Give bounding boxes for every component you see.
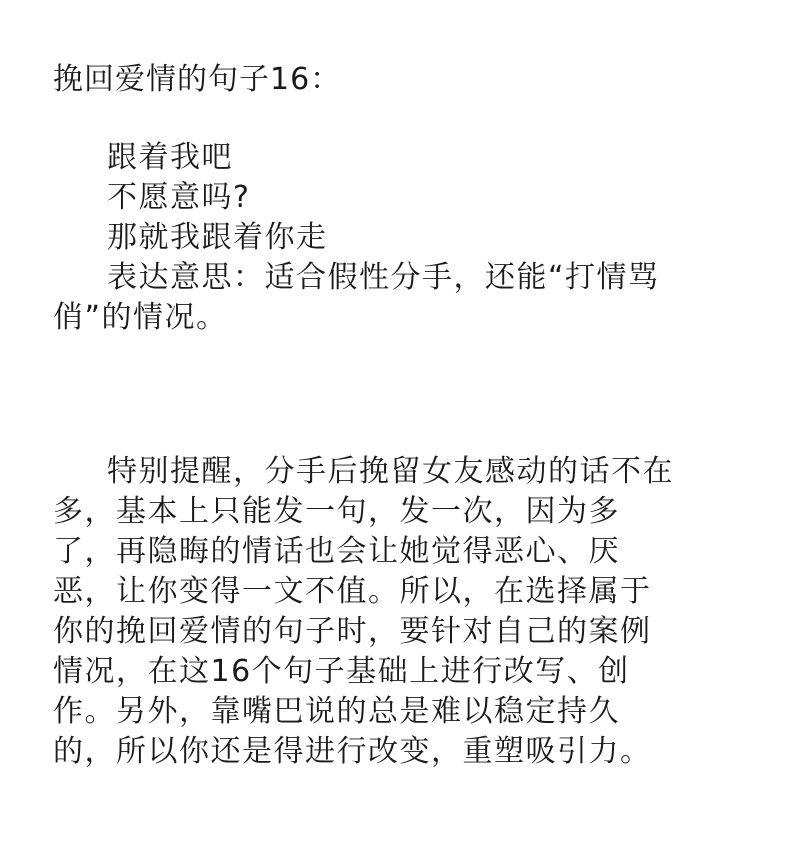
reminder-line: 的，所以你还是得进行改变，重塑吸引力。 (53, 734, 652, 769)
poem-line: 那就我跟着你走 (107, 220, 328, 255)
poem-line: 不愿意吗? (107, 180, 251, 215)
poem-section (53, 138, 753, 338)
reminder-line: 你的挽回爱情的句子时，要针对自己的案例 (53, 614, 652, 649)
reminder-line: 作。另外，靠嘴巴说的总是难以稳定持久 (53, 694, 620, 729)
reminder-paragraph (53, 452, 753, 772)
reminder-line: 特别提醒，分手后挽留女友感动的话不在 (107, 454, 674, 489)
poem-line: 跟着我吧 (107, 140, 233, 175)
meaning-line: 表达意思：适合假性分手，还能“打情骂 (107, 260, 660, 295)
reminder-line: 多，基本上只能发一句，发一次，因为多 (53, 494, 620, 529)
meaning-line: 俏”的情况。 (53, 300, 228, 335)
reminder-line: 了，再隐晦的情话也会让她觉得恶心、厌 (53, 534, 620, 569)
reminder-line: 恶，让你变得一文不值。所以，在选择属于 (53, 574, 652, 609)
reminder-line: 情况，在这16个句子基础上进行改写、创 (53, 654, 630, 689)
article-title: 挽回爱情的句子16： (53, 62, 342, 97)
